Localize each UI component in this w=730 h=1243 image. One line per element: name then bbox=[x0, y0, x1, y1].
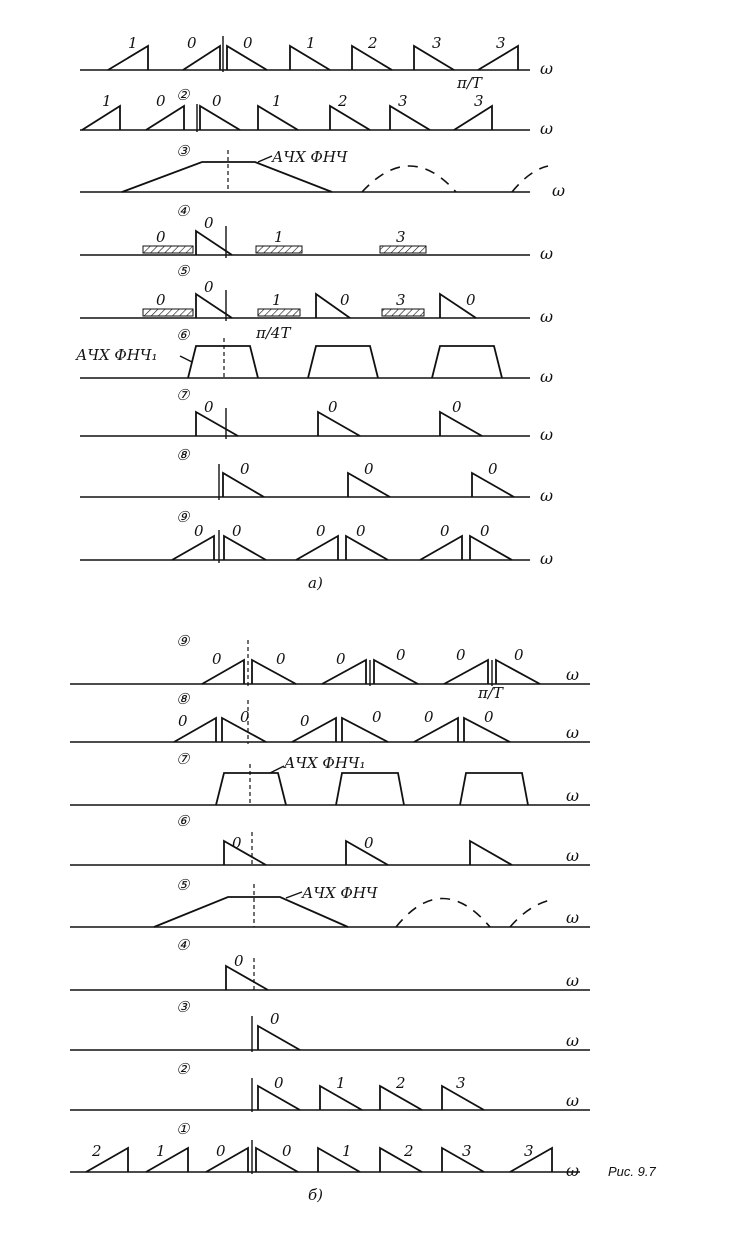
row-b6-label-1: 0 bbox=[364, 834, 374, 852]
row-a4-number: ④ bbox=[176, 202, 190, 220]
row-b2-omega: ω bbox=[566, 1091, 580, 1110]
row-a7-label-1: 0 bbox=[328, 398, 338, 416]
row-b5 bbox=[70, 876, 590, 927]
row-a4-label-2: 1 bbox=[274, 228, 284, 246]
row-b8-label-3: 0 bbox=[372, 708, 382, 726]
row-a7-omega: ω bbox=[540, 425, 554, 444]
row-b9-label-0: 0 bbox=[212, 650, 222, 668]
row-a9-label-4: 0 bbox=[440, 522, 450, 540]
figure-caption: Рис. 9.7 bbox=[608, 1164, 656, 1179]
row-b7-omega: ω bbox=[566, 786, 580, 805]
row-a9 bbox=[80, 508, 553, 568]
row-a9-number: ⑨ bbox=[176, 508, 190, 526]
row-b4-number: ④ bbox=[176, 936, 190, 954]
row-b8-label-5: 0 bbox=[484, 708, 494, 726]
row-b1-label-4: 1 bbox=[342, 1142, 352, 1160]
row-b4-label-0: 0 bbox=[234, 952, 244, 970]
row-b7-annotation: АЧХ ФНЧ₁ bbox=[284, 754, 366, 772]
row-a3-annotation: АЧХ ФНЧ bbox=[272, 148, 348, 166]
row-b8 bbox=[70, 690, 590, 744]
row-b1-label-5: 2 bbox=[404, 1142, 414, 1160]
row-b9-label-1: 0 bbox=[276, 650, 286, 668]
row-a2-label-6: 3 bbox=[474, 92, 484, 110]
row-a5-annotation: π/4T bbox=[256, 324, 291, 342]
row-a6-omega: ω bbox=[540, 367, 554, 386]
row-a7-number: ⑦ bbox=[176, 386, 190, 404]
row-b6-omega: ω bbox=[566, 846, 580, 865]
row-b9-omega: ω bbox=[566, 665, 580, 684]
row-a9-label-1: 0 bbox=[232, 522, 242, 540]
row-a1-label-3: 1 bbox=[306, 34, 316, 52]
row-a9-label-3: 0 bbox=[356, 522, 366, 540]
row-a8-label-1: 0 bbox=[364, 460, 374, 478]
row-a8-label-0: 0 bbox=[240, 460, 250, 478]
part-a-label: а) bbox=[308, 574, 323, 592]
row-b1-label-3: 0 bbox=[282, 1142, 292, 1160]
row-b5-omega: ω bbox=[566, 908, 580, 927]
row-a4-label-1: 0 bbox=[204, 214, 214, 232]
row-a5-label-1: 0 bbox=[204, 278, 214, 296]
row-a9-label-5: 0 bbox=[480, 522, 490, 540]
row-a8-omega: ω bbox=[540, 486, 554, 505]
row-a8 bbox=[80, 446, 553, 505]
row-a2 bbox=[80, 86, 553, 138]
row-b1-label-2: 0 bbox=[216, 1142, 226, 1160]
row-b1-label-0: 2 bbox=[92, 1142, 102, 1160]
row-b9-label-3: 0 bbox=[396, 646, 406, 664]
row-b9-label-4: 0 bbox=[456, 646, 466, 664]
row-b3 bbox=[70, 998, 590, 1052]
row-a2-number: ② bbox=[176, 86, 190, 104]
row-b7-number: ⑦ bbox=[176, 750, 190, 768]
row-b6 bbox=[70, 812, 590, 866]
row-a1-omega: ω bbox=[540, 59, 554, 78]
row-a4-omega: ω bbox=[540, 244, 554, 263]
row-a3 bbox=[80, 142, 565, 200]
row-b2-number: ② bbox=[176, 1060, 190, 1078]
row-a1-label-6: 3 bbox=[496, 34, 506, 52]
row-a4 bbox=[80, 202, 553, 263]
row-a5-label-2: 1 bbox=[272, 291, 282, 309]
row-a3-omega: ω bbox=[552, 181, 566, 200]
row-a7-label-0: 0 bbox=[204, 398, 214, 416]
row-a8-number: ⑧ bbox=[176, 446, 190, 464]
row-b3-omega: ω bbox=[566, 1031, 580, 1050]
row-a2-omega: ω bbox=[540, 119, 554, 138]
row-a2-label-2: 0 bbox=[212, 92, 222, 110]
row-b1-label-6: 3 bbox=[462, 1142, 472, 1160]
row-a1-label-5: 3 bbox=[432, 34, 442, 52]
row-b9-annotation: π/T bbox=[478, 684, 503, 702]
row-b9 bbox=[70, 632, 590, 702]
row-a1-label-1: 0 bbox=[187, 34, 197, 52]
row-a9-label-0: 0 bbox=[194, 522, 204, 540]
row-a2-label-0: 1 bbox=[102, 92, 112, 110]
row-b9-label-5: 0 bbox=[514, 646, 524, 664]
row-a5-label-5: 0 bbox=[466, 291, 476, 309]
row-b5-number: ⑤ bbox=[176, 876, 190, 894]
row-b1 bbox=[70, 1120, 580, 1180]
row-a2-label-1: 0 bbox=[156, 92, 166, 110]
row-b5-annotation: АЧХ ФНЧ bbox=[302, 884, 378, 902]
row-b6-label-0: 0 bbox=[232, 834, 242, 852]
row-a1-label-0: 1 bbox=[128, 34, 138, 52]
row-a5-label-4: 3 bbox=[396, 291, 406, 309]
row-b7 bbox=[70, 750, 590, 805]
row-b2 bbox=[70, 1060, 590, 1112]
row-a1-annotation: π/T bbox=[457, 74, 482, 92]
row-a6-number: ⑥ bbox=[176, 326, 190, 344]
row-b8-label-2: 0 bbox=[300, 712, 310, 730]
row-b2-label-0: 0 bbox=[274, 1074, 284, 1092]
part-b-label: б) bbox=[308, 1186, 324, 1204]
row-b6-number: ⑥ bbox=[176, 812, 190, 830]
row-b4 bbox=[70, 936, 590, 991]
row-b9-number: ⑨ bbox=[176, 632, 190, 650]
row-b3-number: ③ bbox=[176, 998, 190, 1016]
row-a5-number: ⑤ bbox=[176, 262, 190, 280]
row-a1-label-2: 0 bbox=[243, 34, 253, 52]
row-b9-label-2: 0 bbox=[336, 650, 346, 668]
row-a1-label-4: 2 bbox=[368, 34, 378, 52]
row-a6-annotation: АЧХ ФНЧ₁ bbox=[76, 346, 158, 364]
row-a8-label-2: 0 bbox=[488, 460, 498, 478]
row-a4-label-3: 3 bbox=[396, 228, 406, 246]
row-b4-omega: ω bbox=[566, 971, 580, 990]
row-a1 bbox=[80, 34, 553, 92]
row-a2-label-5: 3 bbox=[398, 92, 408, 110]
row-a2-label-3: 1 bbox=[272, 92, 282, 110]
row-b1-omega: ω bbox=[566, 1161, 580, 1180]
row-b8-label-0: 0 bbox=[178, 712, 188, 730]
row-b2-label-1: 1 bbox=[336, 1074, 346, 1092]
row-a4-label-0: 0 bbox=[156, 228, 166, 246]
row-a5-omega: ω bbox=[540, 307, 554, 326]
row-a6 bbox=[75, 326, 553, 386]
row-a7 bbox=[80, 386, 553, 444]
row-b8-number: ⑧ bbox=[176, 690, 190, 708]
row-b1-label-7: 3 bbox=[524, 1142, 534, 1160]
row-a9-label-2: 0 bbox=[316, 522, 326, 540]
row-a5-label-3: 0 bbox=[340, 291, 350, 309]
row-a2-label-4: 2 bbox=[338, 92, 348, 110]
row-a7-label-2: 0 bbox=[452, 398, 462, 416]
row-a9-omega: ω bbox=[540, 549, 554, 568]
row-a3-number: ③ bbox=[176, 142, 190, 160]
row-a5-label-0: 0 bbox=[156, 291, 166, 309]
row-b2-label-3: 3 bbox=[456, 1074, 466, 1092]
row-b2-label-2: 2 bbox=[396, 1074, 406, 1092]
row-a5 bbox=[80, 262, 553, 342]
row-b8-label-4: 0 bbox=[424, 708, 434, 726]
row-b8-omega: ω bbox=[566, 723, 580, 742]
row-b1-number: ① bbox=[176, 1120, 190, 1138]
row-b1-label-1: 1 bbox=[156, 1142, 166, 1160]
row-b8-label-1: 0 bbox=[240, 708, 250, 726]
row-b3-label-0: 0 bbox=[270, 1010, 280, 1028]
